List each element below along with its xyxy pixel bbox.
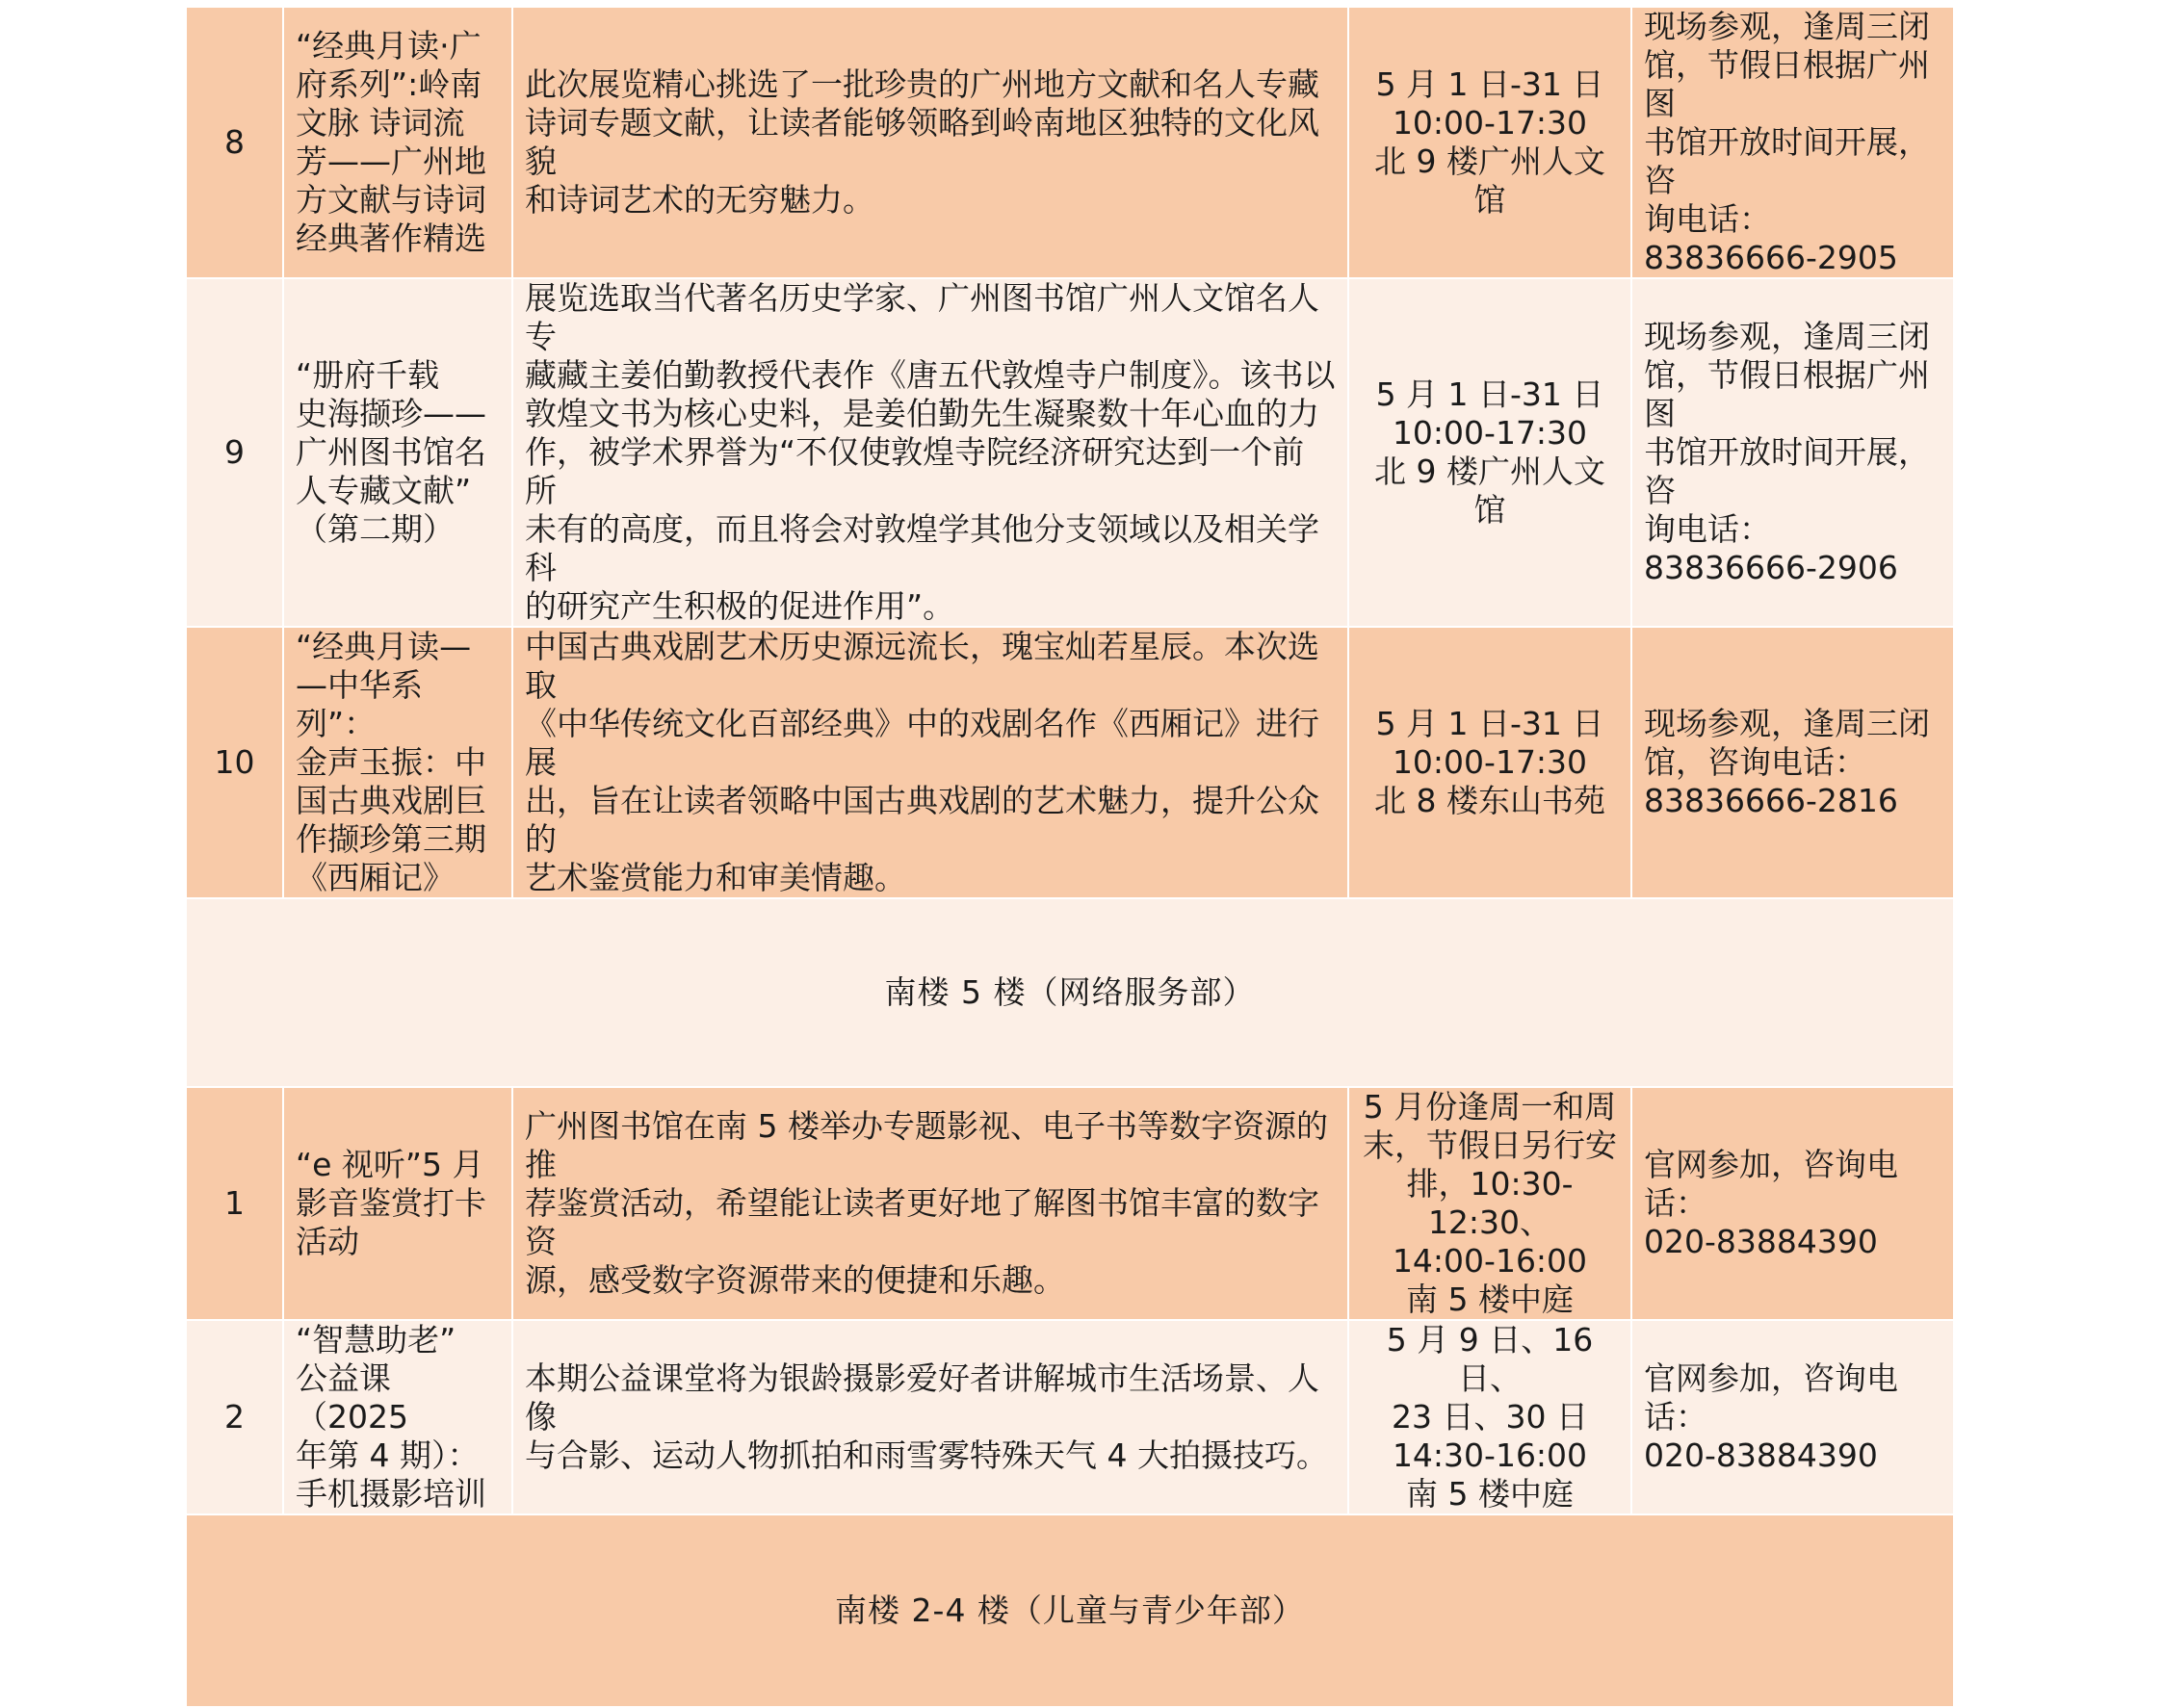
events-table — [185, 6, 1955, 1708]
section-heading-row — [186, 898, 1954, 1087]
event-description: 展览选取当代著名历史学家、广州图书馆广州人文馆名人专 藏藏主姜伯勤教授代表作《唐五代敦煌寺户制度》。该书以 敦煌文书为核心史料，是姜伯勤先生凝聚数十年心血的力 作，被学术界誉为“不仅使敦煌寺院经济研究达到一个前所 未有的高度，而且将会对敦煌学其他分支领域以及相关学科 的研究产生积极的促进作用”。 — [525, 279, 1336, 625]
event-title-cell — [283, 278, 512, 627]
event-title: “经典月读— —中华系列”： 金声玉振：中 国古典戏剧巨 作撷珍第三期 《西厢记》 — [296, 628, 486, 896]
event-contact-cell — [1631, 1320, 1954, 1514]
table-row — [186, 627, 1954, 898]
event-contact-cell — [1631, 278, 1954, 627]
event-contact: 现场参观，逢周三闭 馆，咨询电话： 83836666-2816 — [1644, 705, 1930, 819]
event-time-location: 5 月份逢周一和周 末，节假日另行安 排，10:30-12:30、 14:00-16:00 南 5 楼中庭 — [1363, 1088, 1617, 1318]
section-heading: 南楼 5 楼（网络服务部） — [186, 898, 1954, 1087]
event-title: “智慧助老” 公益课（2025 年第 4 期）： 手机摄影培训 — [296, 1321, 486, 1513]
event-contact: 现场参观，逢周三闭 馆，节假日根据广州图 书馆开放时间开展，咨 询电话： 83836666-2906 — [1644, 318, 1930, 586]
event-description: 中国古典戏剧艺术历史源远流长，瑰宝灿若星辰。本次选取 《中华传统文化百部经典》中的戏剧名作《西厢记》进行展 出，旨在让读者领略中国古典戏剧的艺术魅力，提升公众的 艺术鉴赏能力和审美情趣。 — [525, 628, 1319, 896]
event-contact: 官网参加，咨询电话： 020-83884390 — [1644, 1359, 1898, 1474]
event-time-location: 5 月 9 日、16 日、 23 日、30 日 14:30-16:00 南 5 楼中庭 — [1386, 1321, 1594, 1513]
event-description-cell — [512, 7, 1348, 278]
row-number: 9 — [186, 278, 283, 627]
event-description: 广州图书馆在南 5 楼举办专题影视、电子书等数字资源的推 荐鉴赏活动，希望能让读者更好地了解图书馆丰富的数字资 源，感受数字资源带来的便捷和乐趣。 — [525, 1107, 1328, 1299]
event-title-cell — [283, 1320, 512, 1514]
table-row — [186, 1320, 1954, 1514]
event-title: “e 视听”5 月 影音鉴赏打卡 活动 — [296, 1146, 486, 1260]
event-contact: 现场参观，逢周三闭 馆，节假日根据广州图 书馆开放时间开展，咨 询电话： 83836666-2905 — [1644, 8, 1930, 276]
table-row — [186, 1087, 1954, 1320]
event-description-cell — [512, 1320, 1348, 1514]
event-title: “册府千载 史海撷珍—— 广州图书馆名 人专藏文献” （第二期） — [296, 356, 486, 548]
event-contact-cell — [1631, 627, 1954, 898]
event-contact: 官网参加，咨询电话： 020-83884390 — [1644, 1146, 1898, 1260]
table-row — [186, 7, 1954, 278]
event-contact-cell — [1631, 7, 1954, 278]
event-title-cell — [283, 7, 512, 278]
row-number: 2 — [186, 1320, 283, 1514]
row-number: 1 — [186, 1087, 283, 1320]
event-time-cell — [1348, 278, 1631, 627]
event-time-cell — [1348, 1320, 1631, 1514]
row-number: 10 — [186, 627, 283, 898]
event-description-cell — [512, 627, 1348, 898]
section-heading-row — [186, 1514, 1954, 1707]
event-time-location: 5 月 1 日-31 日 10:00-17:30 北 8 楼东山书苑 — [1374, 705, 1605, 819]
event-title-cell — [283, 1087, 512, 1320]
table-row — [186, 278, 1954, 627]
row-number: 8 — [186, 7, 283, 278]
section-heading: 南楼 2-4 楼（儿童与青少年部） — [186, 1514, 1954, 1707]
event-description-cell — [512, 278, 1348, 627]
event-time-location: 5 月 1 日-31 日 10:00-17:30 北 9 楼广州人文馆 — [1374, 65, 1605, 219]
event-description-cell — [512, 1087, 1348, 1320]
event-time-location: 5 月 1 日-31 日 10:00-17:30 北 9 楼广州人文馆 — [1374, 375, 1605, 529]
event-time-cell — [1348, 7, 1631, 278]
event-title-cell — [283, 627, 512, 898]
event-description: 此次展览精心挑选了一批珍贵的广州地方文献和名人专藏 诗词专题文献，让读者能够领略到岭南地区独特的文化风貌 和诗词艺术的无穷魅力。 — [525, 65, 1319, 219]
event-time-cell — [1348, 1087, 1631, 1320]
event-description: 本期公益课堂将为银龄摄影爱好者讲解城市生活场景、人像 与合影、运动人物抓拍和雨雪雾特殊天气 4 大拍摄技巧。 — [525, 1359, 1328, 1474]
event-contact-cell — [1631, 1087, 1954, 1320]
event-time-cell — [1348, 627, 1631, 898]
event-title: “经典月读·广 府系列”:岭南 文脉 诗词流 芳——广州地 方文献与诗词 经典著作精选 — [296, 27, 486, 257]
